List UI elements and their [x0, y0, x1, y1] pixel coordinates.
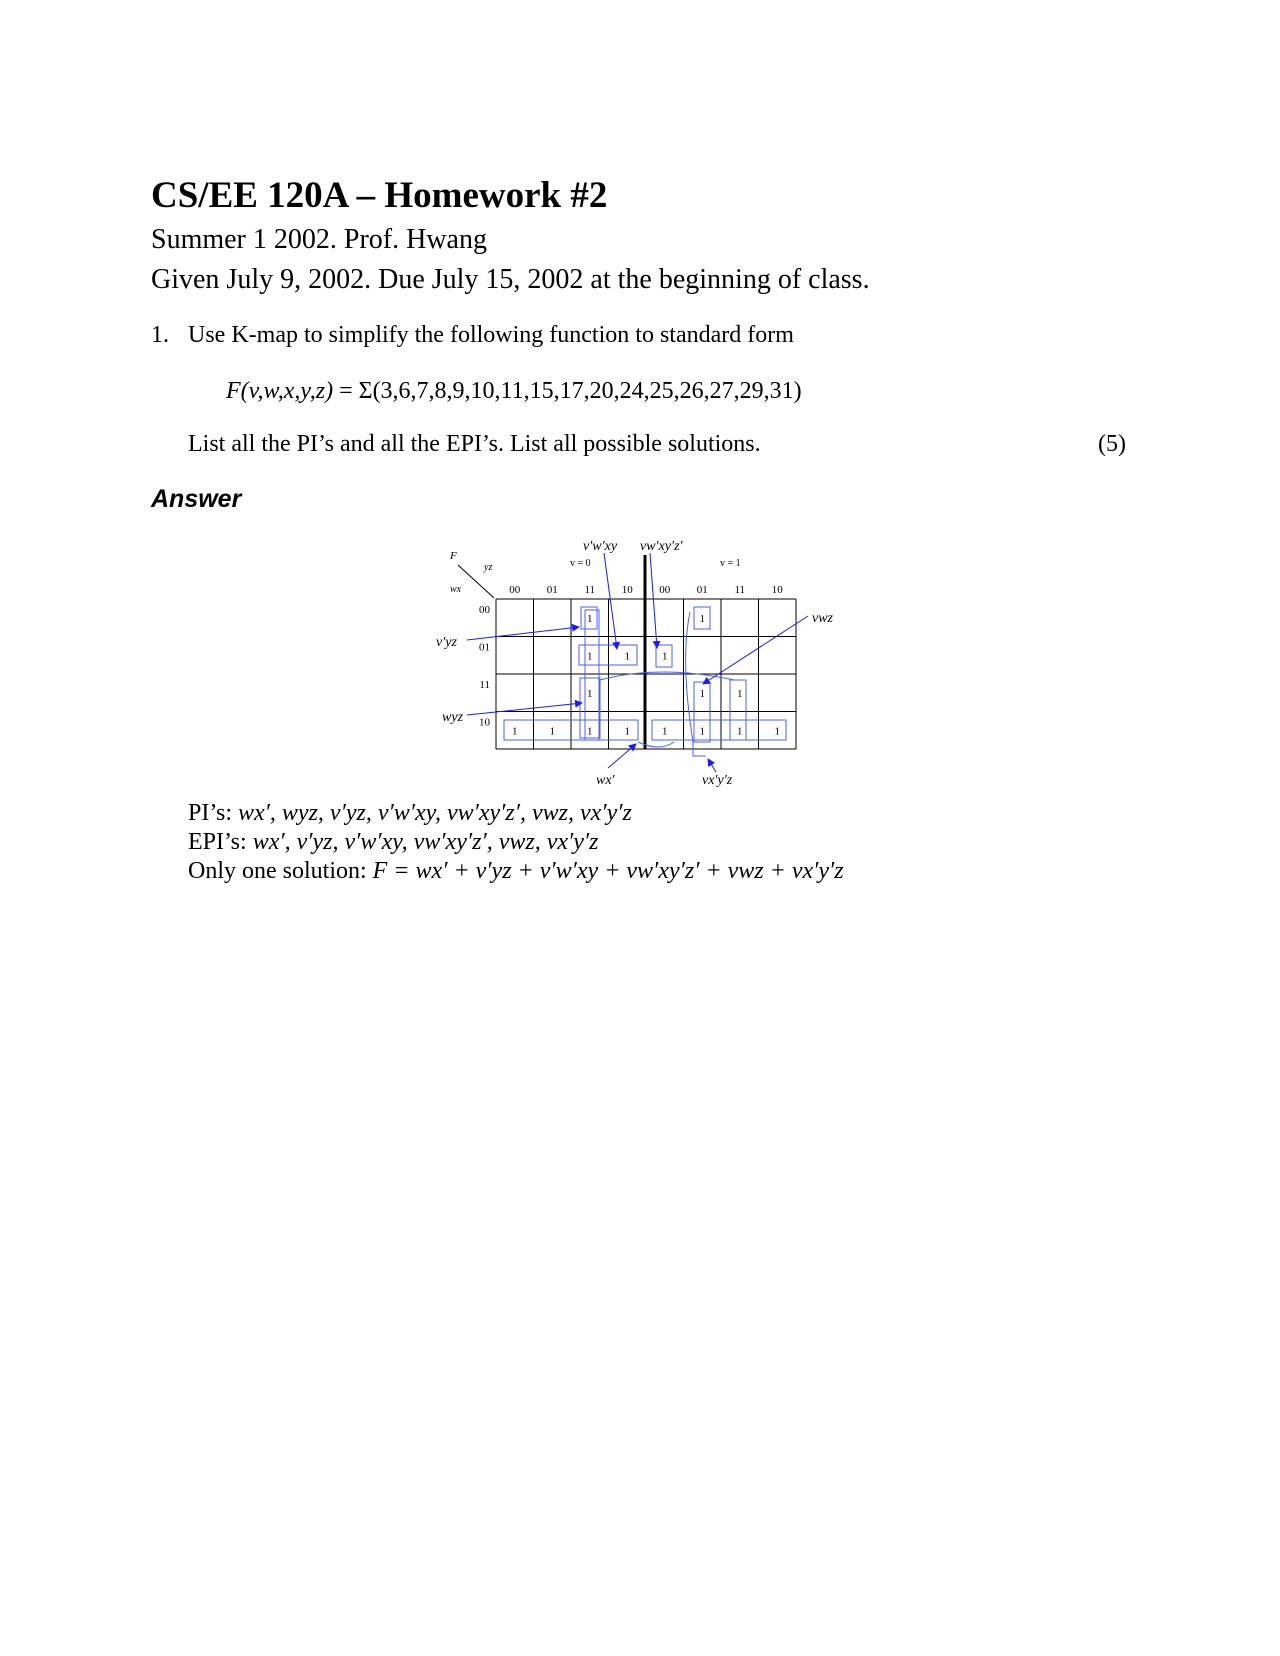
- course-term: Summer 1 2002. Prof. Hwang: [151, 224, 487, 255]
- pi-label: PI’s:: [188, 800, 239, 826]
- epi-list: [188, 829, 598, 856]
- kmap-corner-yz: yz: [484, 562, 493, 573]
- kmap-row-header: 11: [479, 679, 490, 691]
- kmap-cell-one: 1: [587, 687, 593, 700]
- kmap-cell-one: 1: [624, 725, 630, 738]
- kmap-cell-one: 1: [549, 725, 555, 738]
- kmap-col-header: 11: [584, 584, 596, 596]
- question-points: (5): [1098, 431, 1126, 457]
- kmap-cell-one: 1: [662, 725, 668, 738]
- kmap-label-left2: wyz: [442, 710, 463, 725]
- karnaugh-map-figure: [0, 520, 1280, 800]
- kmap-row-header: 01: [479, 641, 490, 654]
- kmap-col-header: 00: [509, 584, 521, 596]
- question-number: 1.: [151, 322, 169, 348]
- function-definition: [226, 378, 802, 405]
- kmap-cell-one: 1: [662, 650, 668, 663]
- kmap-cell-one: 1: [587, 650, 593, 663]
- kmap-cell-one: 1: [737, 687, 743, 700]
- arrow-left1: [467, 627, 579, 640]
- pi-list: [188, 800, 632, 827]
- kmap-cell-one: 1: [512, 725, 518, 738]
- question-prompt: Use K-map to simplify the following function to standard form: [188, 322, 794, 348]
- pi-values: wx′, wyz, v′yz, v′w′xy, vw′xy′z′, vwz, vx′y′z: [238, 800, 632, 826]
- kmap-label-left1: v′yz: [436, 635, 457, 650]
- kmap-cell-one: 1: [587, 612, 593, 625]
- kmap-label-right: vwz: [812, 611, 833, 626]
- arrow-bottom1: [608, 744, 636, 768]
- kmap-label-top1: v′w′xy: [583, 539, 618, 554]
- epi-label: EPI’s:: [188, 829, 253, 855]
- kmap-corner-f: F: [450, 550, 457, 562]
- kmap-cell-one: 1: [699, 725, 705, 738]
- solution: [188, 858, 844, 885]
- arrow-top1: [604, 553, 617, 649]
- kmap-cell-one: 1: [774, 725, 780, 738]
- kmap-col-header: 01: [696, 584, 708, 596]
- kmap-col-header: 11: [734, 584, 746, 596]
- kmap-col-header: 00: [659, 584, 671, 596]
- kmap-v1-label: v = 1: [720, 558, 741, 569]
- kmap-col-header: 10: [621, 584, 633, 596]
- kmap-corner-wx: wx: [450, 584, 462, 595]
- function-lhs: F(v,w,x,y,z): [226, 378, 334, 404]
- arrow-bottom2: [708, 759, 716, 772]
- kmap-label-bottom1: wx′: [596, 773, 615, 788]
- epi-values: wx′, v′yz, v′w′xy, vw′xy′z′, vwz, vx′y′z: [252, 829, 599, 855]
- page-title: CS/EE 120A – Homework #2: [151, 175, 608, 216]
- kmap-col-header: 10: [771, 584, 783, 596]
- loop-wxp-wrap: [638, 742, 674, 747]
- kmap-row-headers: [479, 604, 491, 729]
- kmap-cell-one: 1: [737, 725, 743, 738]
- kmap-cell-one: 1: [587, 725, 593, 738]
- solution-label: Only one solution:: [188, 858, 373, 884]
- kmap-label-bottom2: vx′y′z: [702, 773, 733, 788]
- kmap-cell-one: 1: [699, 687, 705, 700]
- question-instruction: List all the PI’s and all the EPI’s. List all possible solutions.: [188, 431, 761, 457]
- solution-expression: F = wx′ + v′yz + v′w′xy + vw′xy′z′ + vwz + vx′y′z: [372, 858, 844, 884]
- kmap-row-header: 00: [479, 604, 490, 616]
- due-dates: Given July 9, 2002. Due July 15, 2002 at the beginning of class.: [151, 264, 870, 295]
- kmap-col-header: 01: [546, 584, 558, 596]
- arrow-top2: [650, 553, 657, 648]
- kmap-cell-one: 1: [699, 612, 705, 625]
- arrow-left2: [467, 703, 582, 715]
- function-rhs: = Σ(3,6,7,8,9,10,11,15,17,20,24,25,26,27,29,31): [333, 378, 802, 404]
- answer-heading: Answer: [151, 485, 242, 513]
- kmap-label-top2: vw′xy′z′: [640, 539, 683, 554]
- kmap-cell-one: 1: [624, 650, 630, 663]
- loop-wyz-wrap: [600, 672, 734, 680]
- kmap-row-header: 10: [479, 716, 490, 729]
- loop-wxp-right: [652, 720, 786, 740]
- kmap-v0-label: v = 0: [570, 558, 591, 569]
